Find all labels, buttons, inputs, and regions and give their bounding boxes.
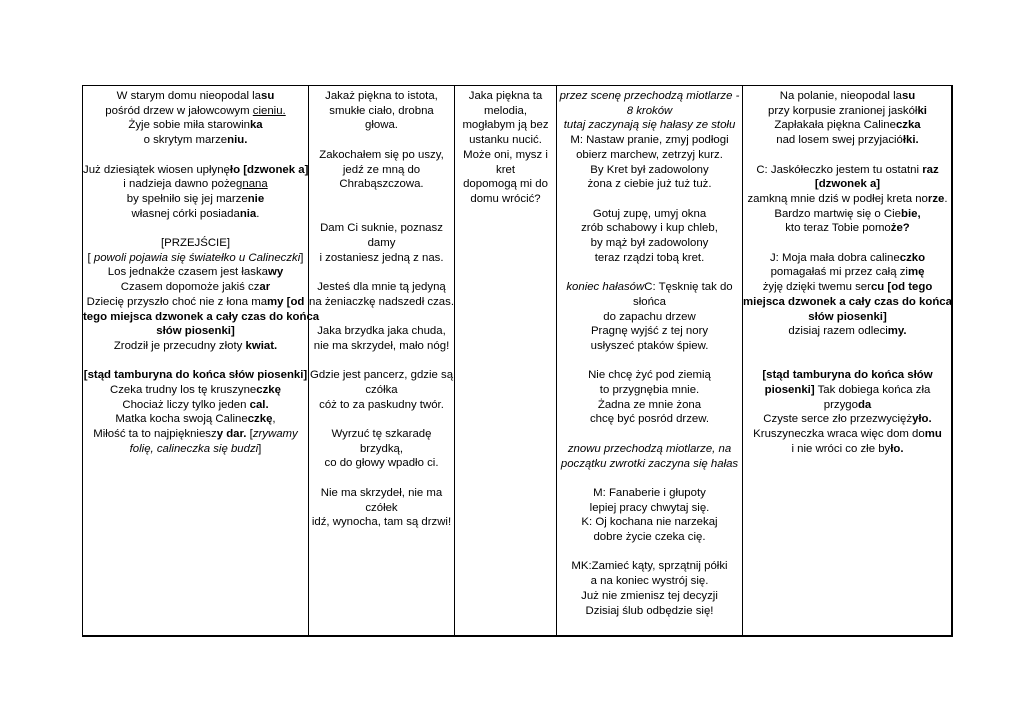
- text-line: [455, 118, 556, 133]
- text-segment: piosenki]: [764, 384, 815, 396]
- text-segment: .: [944, 192, 948, 205]
- text-line: [557, 604, 742, 619]
- blank-line: [309, 354, 454, 369]
- text-segment: słów piosenki]: [156, 325, 235, 338]
- text-line: [309, 456, 454, 471]
- text-segment: Czyste serce zło przezwycięż: [763, 413, 913, 426]
- text-line: [455, 148, 556, 163]
- text-segment: da: [857, 398, 872, 411]
- text-line: [455, 89, 556, 104]
- text-segment: [PRZEJŚCIE]: [161, 237, 230, 249]
- text-segment: kret: [496, 163, 515, 176]
- text-segment: ło.: [890, 442, 904, 455]
- text-segment: Bardzo martwię się o Cie: [774, 207, 901, 220]
- text-segment: Jakaż piękna to istota,: [325, 90, 438, 102]
- text-line: [309, 104, 454, 119]
- text-line: [557, 148, 742, 163]
- text-segment: 8 kroków: [626, 104, 673, 117]
- text-segment: nia: [239, 207, 257, 220]
- text-line: [309, 442, 454, 457]
- blank-line: [557, 471, 742, 486]
- text-segment: Miłość ta to najpiękniesz: [93, 428, 217, 441]
- text-line: [557, 324, 742, 339]
- text-segment: zamkną mnie dziś w podłej kreta no: [747, 192, 928, 205]
- text-segment: ło [dzwonek a]: [229, 163, 309, 176]
- blank-line: [743, 148, 952, 163]
- text-line: [557, 177, 742, 192]
- text-line: [309, 163, 454, 178]
- text-segment: Matka kocha swoją Caline: [115, 413, 248, 426]
- text-line: [557, 442, 742, 457]
- blank-line: [309, 265, 454, 280]
- text-segment: ,: [272, 413, 276, 426]
- blank-line: [83, 354, 308, 369]
- text-line: [557, 559, 742, 574]
- text-segment: brzydką,: [359, 442, 404, 455]
- text-segment: kto teraz Tobie pomo: [785, 222, 891, 235]
- text-segment: Zakochałem się po uszy,: [319, 148, 444, 161]
- text-line: [557, 398, 742, 413]
- text-segment: ]: [300, 251, 304, 264]
- text-line: [309, 148, 454, 163]
- lyrics-table: [82, 85, 953, 637]
- text-line: [309, 324, 454, 339]
- text-segment: Gotuj zupę, umyj okna: [592, 207, 707, 220]
- text-segment: Pragnę wyjść z tej nory: [590, 325, 709, 338]
- text-line: [557, 280, 742, 295]
- text-line: [309, 368, 454, 383]
- text-segment: W starym domu nieopodal la: [116, 90, 262, 102]
- blank-line: [309, 309, 454, 324]
- text-line: [309, 280, 454, 295]
- text-segment: [dzwonek a]: [814, 178, 881, 191]
- text-line: [83, 207, 308, 222]
- text-segment: powoli pojawia się światełko u Calineczki: [93, 251, 301, 264]
- text-segment: tutaj zaczynają się hałasy ze stołu: [563, 119, 736, 132]
- text-segment: przez scenę przechodzą miotlarze -: [559, 90, 740, 102]
- text-line: [309, 501, 454, 516]
- text-line: [557, 368, 742, 383]
- text-line: [743, 412, 952, 427]
- text-line: [557, 486, 742, 501]
- text-segment: Może oni, mysz i: [463, 148, 548, 161]
- text-line: [557, 310, 742, 325]
- text-segment: żona z ciebie już tuż tuż.: [587, 178, 712, 191]
- text-segment: słów piosenki]: [808, 310, 887, 323]
- text-line: [309, 295, 454, 310]
- text-line: [557, 295, 742, 310]
- text-segment: przy korpusie zranionej jaskół: [768, 104, 918, 117]
- text-line: [309, 486, 454, 501]
- text-segment: MK:Zamieć kąty, sprzątnij półki: [571, 560, 728, 573]
- text-line: [557, 412, 742, 427]
- blank-line: [743, 339, 952, 354]
- text-segment: Czeka trudny los tę kruszyne: [110, 384, 257, 397]
- blank-line: [557, 192, 742, 207]
- text-segment: Wyrzuć tę szkaradę: [331, 428, 432, 441]
- text-segment: czółek: [365, 501, 398, 514]
- text-line: [743, 104, 952, 119]
- text-line: [557, 207, 742, 222]
- text-segment: ]: [258, 442, 262, 455]
- text-line: [83, 251, 308, 266]
- text-segment: [stąd tamburyna do końca słów piosenki]: [83, 369, 308, 382]
- text-segment: Jesteś dla mnie tą jedyną: [317, 281, 446, 294]
- text-segment: damy: [367, 236, 396, 249]
- text-segment: su: [901, 90, 916, 102]
- text-line: [455, 163, 556, 178]
- text-line: [557, 236, 742, 251]
- text-segment: ka: [249, 119, 263, 132]
- text-segment: Los jednakże czasem jest łaska: [107, 266, 268, 279]
- text-segment: nie: [247, 192, 265, 205]
- text-line: [557, 501, 742, 516]
- text-line: [743, 265, 952, 280]
- text-segment: Czasem dopomoże jakiś cz: [120, 281, 260, 294]
- text-line: [557, 118, 742, 133]
- text-segment: melodia,: [483, 104, 528, 117]
- text-segment: y dar.: [216, 428, 247, 441]
- text-segment: Nie ma skrzydeł, nie ma: [320, 486, 443, 499]
- text-line: [557, 515, 742, 530]
- text-segment: K: Oj kochana nie narzekaj: [581, 516, 718, 529]
- text-segment: tego miejsca dzwonek a cały czas do końca: [83, 310, 320, 323]
- text-segment: przygo: [823, 398, 858, 411]
- text-segment: rze: [927, 192, 945, 205]
- text-segment: słońca: [633, 295, 666, 308]
- text-line: [83, 339, 308, 354]
- text-segment: cóż to za paskudny twór.: [319, 398, 444, 411]
- text-segment: niu.: [227, 134, 248, 147]
- blank-line: [83, 221, 308, 236]
- text-segment: Już dziesiątek wiosen upłynę: [83, 163, 230, 176]
- text-line: [309, 515, 454, 530]
- text-line: [557, 251, 742, 266]
- text-line: [455, 192, 556, 207]
- text-segment: [: [87, 251, 94, 264]
- blank-line: [557, 545, 742, 560]
- text-segment: Na polanie, nieopodal la: [779, 90, 902, 102]
- text-segment: Tak dobiega końca zła: [814, 384, 931, 396]
- text-line: [743, 442, 952, 457]
- text-line: [83, 442, 308, 457]
- text-line: [557, 457, 742, 472]
- text-segment: zrób schabowy i kup chleb,: [581, 222, 718, 235]
- text-segment: nana: [242, 178, 268, 191]
- text-line: [743, 324, 952, 339]
- text-segment: Dziecię przyszło choć nie z łona ma: [86, 295, 268, 308]
- text-line: [455, 133, 556, 148]
- text-segment: żyję dzięki twemu ser: [762, 281, 871, 294]
- text-segment: czko: [899, 251, 926, 264]
- text-line: [309, 427, 454, 442]
- text-line: [557, 133, 742, 148]
- text-line: [309, 398, 454, 413]
- text-segment: Dzisiaj ślub odbędzie się!: [585, 604, 714, 617]
- text-segment: Jaka brzydka jaka chuda,: [317, 325, 446, 338]
- text-segment: [stąd tamburyna do końca słów: [762, 369, 933, 382]
- text-segment: dopomogą mi do: [463, 178, 548, 191]
- text-segment: mu: [924, 428, 942, 441]
- text-segment: że?: [890, 222, 910, 235]
- text-line: [83, 104, 308, 119]
- text-segment: Dam Ci suknie, poznasz: [320, 222, 443, 235]
- text-segment: M: Nastaw pranie, zmyj podłogi: [570, 134, 729, 147]
- text-segment: my [od: [267, 295, 305, 308]
- text-segment: dzisiaj razem odleci: [788, 325, 888, 338]
- text-segment: ustanku nucić.: [469, 134, 542, 147]
- text-line: [455, 104, 556, 119]
- text-line: [83, 163, 308, 178]
- text-line: [743, 221, 952, 236]
- text-segment: folię, calineczka się budzi: [129, 442, 259, 455]
- text-segment: kwiat.: [245, 339, 278, 352]
- text-segment: miejsca dzwonek a cały czas do końca: [743, 295, 952, 308]
- text-segment: M: Fanaberie i głupoty: [593, 486, 706, 499]
- text-line: [309, 177, 454, 192]
- text-line: [557, 104, 742, 119]
- text-segment: a na koniec wystrój się.: [590, 575, 709, 588]
- table-column: [308, 86, 454, 635]
- text-segment: o skrytym marze: [143, 134, 228, 147]
- text-segment: nie ma skrzydeł, mało nóg!: [313, 339, 450, 352]
- text-line: [743, 89, 952, 104]
- text-line: [743, 133, 952, 148]
- text-line: [309, 221, 454, 236]
- text-segment: by mąż był zadowolony: [590, 237, 709, 250]
- text-segment: obierz marchew, zetrzyj kurz.: [576, 148, 723, 161]
- blank-line: [309, 133, 454, 148]
- text-segment: pomagałaś mi przez całą zi: [770, 266, 908, 279]
- text-line: [743, 295, 952, 310]
- text-segment: domu wrócić?: [470, 192, 541, 205]
- text-segment: cieniu.: [252, 104, 286, 117]
- text-segment: początku zwrotki zaczyna się hałas: [560, 457, 739, 470]
- text-segment: mogłabym ją bez: [462, 119, 549, 132]
- text-segment: C: Jaskółeczko jestem tu ostatni: [756, 163, 923, 176]
- blank-line: [557, 354, 742, 369]
- table-column: [556, 86, 742, 635]
- text-line: [83, 192, 308, 207]
- text-segment: czkę: [256, 384, 281, 397]
- blank-line: [743, 236, 952, 251]
- text-line: [83, 412, 308, 427]
- text-line: [309, 236, 454, 251]
- text-segment: czka: [895, 119, 921, 132]
- text-line: [743, 118, 952, 133]
- text-segment: mę: [907, 266, 925, 279]
- blank-line: [309, 192, 454, 207]
- text-segment: łki.: [902, 134, 919, 147]
- blank-line: [309, 471, 454, 486]
- text-segment: .: [256, 207, 260, 220]
- text-line: [743, 251, 952, 266]
- text-segment: ar: [259, 281, 271, 294]
- text-segment: znowu przechodzą miotlarze, na: [567, 442, 732, 455]
- text-line: [309, 89, 454, 104]
- text-line: [743, 207, 952, 222]
- text-segment: Jaka piękna ta: [468, 90, 543, 102]
- text-segment: smukłe ciało, drobna: [329, 104, 434, 117]
- text-segment: cu [od tego: [870, 281, 933, 294]
- text-line: [557, 221, 742, 236]
- text-line: [83, 265, 308, 280]
- text-line: [557, 530, 742, 545]
- text-line: [83, 324, 308, 339]
- text-segment: wy: [267, 266, 284, 279]
- blank-line: [309, 412, 454, 427]
- text-segment: teraz rządzi tobą kret.: [594, 251, 705, 264]
- text-line: [743, 163, 952, 178]
- text-line: [83, 310, 320, 325]
- text-line: [83, 236, 308, 251]
- text-line: [557, 163, 742, 178]
- text-segment: i nie wróci co złe by: [791, 442, 891, 455]
- text-segment: Kruszyneczka wraca więc dom do: [753, 428, 925, 441]
- text-line: [83, 368, 308, 383]
- text-segment: cal.: [249, 398, 269, 411]
- text-line: [743, 177, 952, 192]
- text-line: [83, 427, 308, 442]
- text-line: [309, 383, 454, 398]
- text-line: [83, 280, 308, 295]
- text-segment: jedź ze mną do: [342, 163, 421, 176]
- text-segment: głowa.: [365, 119, 398, 132]
- text-segment: lepiej pracy chwytaj się.: [589, 501, 710, 514]
- text-line: [557, 339, 742, 354]
- text-line: [83, 118, 308, 133]
- text-segment: koniec hałasów: [566, 281, 645, 294]
- text-segment: [: [246, 428, 253, 441]
- blank-line: [309, 207, 454, 222]
- text-line: [743, 192, 952, 207]
- text-segment: Żadna ze mnie żona: [597, 398, 702, 411]
- text-line: [309, 118, 454, 133]
- text-segment: Nie chcę żyć pod ziemią: [588, 369, 711, 382]
- text-segment: Chociaż liczy tylko jeden: [122, 398, 250, 411]
- text-segment: su: [261, 90, 275, 102]
- text-segment: czółka: [365, 383, 398, 396]
- text-segment: czkę: [247, 413, 273, 426]
- text-segment: raz: [922, 163, 939, 176]
- text-line: [309, 339, 454, 354]
- text-segment: Zapłakała piękna Caline: [774, 119, 896, 132]
- text-line: [455, 177, 556, 192]
- text-line: [83, 89, 308, 104]
- text-segment: usłyszeć ptaków śpiew.: [590, 339, 709, 352]
- text-segment: dobre życie czeka cię.: [593, 531, 706, 544]
- text-segment: co do głowy wpadło ci.: [324, 457, 439, 470]
- text-segment: Gdzie jest pancerz, gdzie są: [309, 369, 454, 382]
- text-line: [743, 427, 952, 442]
- text-line: [557, 589, 742, 604]
- table-column: [742, 86, 952, 635]
- text-line: [83, 398, 308, 413]
- text-line: [83, 133, 308, 148]
- text-segment: my.: [887, 325, 907, 338]
- text-segment: Żyje sobie miła starowin: [128, 119, 250, 132]
- table-column: [454, 86, 556, 635]
- text-segment: bie,: [901, 207, 921, 220]
- text-line: [557, 89, 742, 104]
- text-line: [743, 310, 952, 325]
- blank-line: [83, 148, 308, 163]
- text-segment: C: Tęsknię tak do: [644, 281, 733, 294]
- text-segment: na żeniaczkę nadszedł czas.: [309, 295, 454, 308]
- text-line: [743, 280, 952, 295]
- text-segment: idź, wynocha, tam są drzwi!: [311, 516, 452, 529]
- text-segment: yło.: [912, 413, 932, 426]
- text-segment: i zostaniesz jedną z nas.: [319, 251, 444, 264]
- text-segment: i nadzieja dawno pożeg: [123, 178, 243, 191]
- text-line: [83, 383, 308, 398]
- text-segment: zrywamy: [252, 428, 298, 441]
- text-segment: By Kret był zadowolony: [590, 163, 709, 176]
- blank-line: [557, 265, 742, 280]
- text-line: [743, 398, 952, 413]
- text-line: [83, 295, 308, 310]
- text-segment: nad losem swej przyjació: [776, 134, 903, 147]
- text-segment: własnej córki posiada: [131, 207, 240, 220]
- text-segment: pośród drzew w jałowcowym: [105, 104, 253, 117]
- blank-line: [557, 427, 742, 442]
- text-segment: Zrodził je przecudny złoty: [113, 339, 246, 352]
- text-line: [557, 574, 742, 589]
- text-line: [83, 177, 308, 192]
- text-line: [743, 383, 952, 398]
- text-segment: Już nie zmienisz tej decyzji: [581, 589, 718, 602]
- text-line: [557, 383, 742, 398]
- text-segment: to przygnębia mnie.: [599, 384, 700, 397]
- text-segment: chcę być posród drzew.: [589, 413, 710, 426]
- blank-line: [743, 354, 952, 369]
- table-column: [83, 86, 320, 635]
- text-segment: do zapachu drzew: [603, 310, 696, 323]
- text-segment: Chrabąszczowa.: [339, 178, 424, 191]
- text-segment: by spełniło się jej marze: [126, 192, 248, 205]
- text-line: [743, 368, 952, 383]
- text-line: [309, 251, 454, 266]
- text-segment: J: Moja mała dobra caline: [769, 251, 900, 264]
- text-segment: ki: [917, 104, 927, 117]
